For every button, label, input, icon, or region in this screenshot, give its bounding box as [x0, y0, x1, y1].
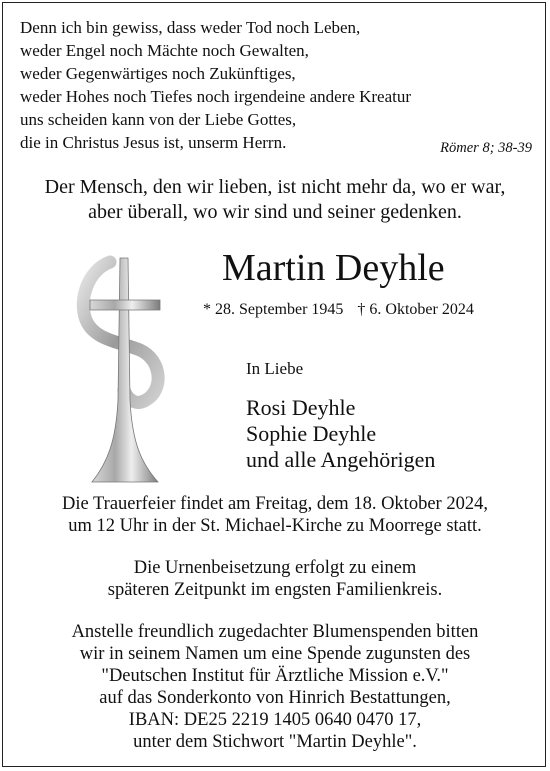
life-dates — [203, 299, 533, 321]
verse-line: Denn ich bin gewiss, dass weder Tod noch Leben, — [20, 18, 361, 37]
verse-line: weder Hohes noch Tiefes noch irgendeine andere Kreatur — [20, 87, 412, 106]
memorial-motto — [0, 175, 550, 225]
bible-verse — [20, 16, 510, 154]
mourner-name: und alle Angehörigen — [246, 447, 436, 472]
service-info — [0, 493, 550, 537]
verse-reference: Römer 8; 38-39 — [440, 140, 532, 156]
verse-line: weder Gegenwärtiges noch Zukünftiges, — [20, 64, 296, 83]
service-line: um 12 Uhr in der St. Michael-Kirche zu Moorrege statt. — [68, 516, 482, 536]
birth-date: * 28. September 1945 — [203, 301, 344, 318]
donation-line: Anstelle freundlich zugedachter Blumenspenden bitten — [71, 622, 479, 642]
burial-line: späteren Zeitpunkt im engsten Familienkreis. — [107, 580, 443, 600]
donation-line: wir in seinem Namen um eine Spende zugunsten des — [79, 644, 471, 664]
donation-info — [0, 621, 550, 753]
mourner-name: Rosi Deyhle — [246, 395, 356, 420]
motto-line: Der Mensch, den wir lieben, ist nicht mehr da, wo er war, — [44, 176, 506, 198]
burial-line: Die Urnenbeisetzung erfolgt zu einem — [133, 558, 417, 578]
death-date: † 6. Oktober 2024 — [357, 301, 474, 318]
service-line: Die Trauerfeier findet am Freitag, dem 18. Oktober 2024, — [62, 494, 488, 514]
verse-line: die in Christus Jesus ist, unserm Herrn. — [20, 133, 287, 152]
donation-line: "Deutschen Institut für Ärztliche Mission e.V." — [101, 666, 449, 686]
cross-with-fish-icon — [70, 250, 180, 490]
motto-line: aber überall, wo wir sind und seiner gedenken. — [88, 201, 462, 223]
mourners-list — [246, 395, 435, 473]
verse-line: weder Engel noch Mächte noch Gewalten, — [20, 41, 309, 60]
mourner-name: Sophie Deyhle — [246, 421, 377, 446]
donation-line: unter dem Stichwort "Martin Deyhle". — [133, 732, 417, 752]
deceased-name: Martin Deyhle — [222, 247, 445, 289]
mourners-intro: In Liebe — [246, 359, 304, 378]
burial-info — [0, 557, 550, 601]
donation-line: auf das Sonderkonto von Hinrich Bestattungen, — [99, 688, 451, 708]
donation-line: IBAN: DE25 2219 1405 0640 0470 17, — [128, 710, 422, 730]
verse-line: uns scheiden kann von der Liebe Gottes, — [20, 110, 297, 129]
